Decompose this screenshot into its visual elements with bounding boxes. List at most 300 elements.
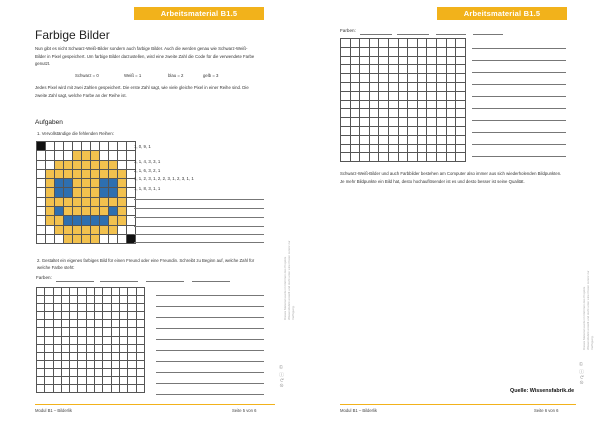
- grid-cell[interactable]: [62, 304, 70, 312]
- answer-line[interactable]: [134, 234, 264, 235]
- pixel-cell[interactable]: [46, 198, 55, 207]
- pixel-cell[interactable]: [37, 207, 46, 216]
- grid-cell[interactable]: [95, 328, 103, 336]
- grid-cell[interactable]: [351, 109, 361, 118]
- grid-cell[interactable]: [54, 320, 62, 328]
- grid-cell[interactable]: [87, 288, 95, 296]
- grid-cell[interactable]: [128, 312, 136, 320]
- grid-cell[interactable]: [87, 361, 95, 369]
- grid-cell[interactable]: [54, 312, 62, 320]
- pixel-cell[interactable]: [109, 235, 118, 244]
- grid-cell[interactable]: [120, 377, 128, 385]
- grid-cell[interactable]: [399, 153, 409, 162]
- pixel-cell[interactable]: [82, 151, 91, 160]
- grid-cell[interactable]: [112, 377, 120, 385]
- grid-cell[interactable]: [379, 39, 389, 48]
- grid-cell[interactable]: [360, 136, 370, 145]
- grid-cell[interactable]: [408, 48, 418, 57]
- notes-line[interactable]: [156, 350, 264, 351]
- grid-cell[interactable]: [351, 127, 361, 136]
- grid-cell[interactable]: [427, 109, 437, 118]
- grid-cell[interactable]: [351, 39, 361, 48]
- pixel-cell[interactable]: [118, 151, 127, 160]
- grid-cell[interactable]: [120, 369, 128, 377]
- pixel-cell[interactable]: [64, 151, 73, 160]
- pixel-cell[interactable]: [82, 207, 91, 216]
- pixel-cell[interactable]: [73, 151, 82, 160]
- grid-cell[interactable]: [408, 101, 418, 110]
- grid-cell[interactable]: [389, 118, 399, 127]
- grid-cell[interactable]: [62, 385, 70, 393]
- grid-cell[interactable]: [351, 83, 361, 92]
- grid-cell[interactable]: [408, 136, 418, 145]
- pixel-cell[interactable]: [64, 207, 73, 216]
- pixel-cell[interactable]: [37, 188, 46, 197]
- answer-line[interactable]: [134, 226, 264, 227]
- notes-line[interactable]: [472, 144, 566, 145]
- pixel-cell[interactable]: [118, 142, 127, 151]
- grid-cell[interactable]: [408, 153, 418, 162]
- grid-cell[interactable]: [437, 65, 447, 74]
- notes-line[interactable]: [472, 84, 566, 85]
- grid-cell[interactable]: [103, 385, 111, 393]
- pixel-cell[interactable]: [46, 161, 55, 170]
- grid-cell[interactable]: [418, 145, 428, 154]
- pixel-cell[interactable]: [118, 235, 127, 244]
- notes-line[interactable]: [156, 339, 264, 340]
- grid-cell[interactable]: [427, 118, 437, 127]
- pixel-cell[interactable]: [91, 198, 100, 207]
- grid-cell[interactable]: [389, 145, 399, 154]
- pixel-cell[interactable]: [55, 179, 64, 188]
- grid-cell[interactable]: [399, 65, 409, 74]
- grid-cell[interactable]: [54, 369, 62, 377]
- pixel-cell[interactable]: [100, 235, 109, 244]
- pixel-cell[interactable]: [55, 226, 64, 235]
- grid-cell[interactable]: [78, 385, 86, 393]
- pixel-cell[interactable]: [46, 188, 55, 197]
- pixel-cell[interactable]: [82, 188, 91, 197]
- pixel-cell[interactable]: [73, 179, 82, 188]
- pixel-cell[interactable]: [91, 188, 100, 197]
- pixel-cell[interactable]: [100, 216, 109, 225]
- grid-cell[interactable]: [62, 312, 70, 320]
- grid-cell[interactable]: [62, 288, 70, 296]
- grid-cell[interactable]: [389, 57, 399, 66]
- grid-cell[interactable]: [128, 320, 136, 328]
- grid-cell[interactable]: [37, 369, 45, 377]
- grid-cell[interactable]: [87, 304, 95, 312]
- pixel-cell[interactable]: [109, 179, 118, 188]
- grid-cell[interactable]: [379, 118, 389, 127]
- grid-cell[interactable]: [418, 39, 428, 48]
- grid-cell[interactable]: [341, 65, 351, 74]
- pixel-cell[interactable]: [55, 188, 64, 197]
- grid-cell[interactable]: [137, 369, 145, 377]
- grid-cell[interactable]: [370, 109, 380, 118]
- grid-cell[interactable]: [389, 92, 399, 101]
- pixel-cell[interactable]: [64, 188, 73, 197]
- grid-cell[interactable]: [78, 312, 86, 320]
- grid-cell[interactable]: [456, 39, 466, 48]
- grid-cell[interactable]: [379, 48, 389, 57]
- grid-cell[interactable]: [128, 377, 136, 385]
- grid-cell[interactable]: [128, 369, 136, 377]
- color-key-line[interactable]: [192, 281, 230, 282]
- notes-line[interactable]: [156, 394, 264, 395]
- grid-cell[interactable]: [351, 153, 361, 162]
- grid-cell[interactable]: [45, 385, 53, 393]
- grid-cell[interactable]: [87, 353, 95, 361]
- pixel-cell[interactable]: [73, 188, 82, 197]
- grid-cell[interactable]: [37, 312, 45, 320]
- grid-cell[interactable]: [103, 353, 111, 361]
- grid-cell[interactable]: [95, 337, 103, 345]
- grid-cell[interactable]: [54, 345, 62, 353]
- grid-cell[interactable]: [447, 127, 457, 136]
- grid-cell[interactable]: [370, 83, 380, 92]
- grid-cell[interactable]: [437, 48, 447, 57]
- grid-cell[interactable]: [87, 328, 95, 336]
- grid-cell[interactable]: [360, 101, 370, 110]
- grid-cell[interactable]: [447, 39, 457, 48]
- grid-cell[interactable]: [360, 118, 370, 127]
- grid-cell[interactable]: [351, 74, 361, 83]
- grid-cell[interactable]: [408, 92, 418, 101]
- grid-cell[interactable]: [70, 377, 78, 385]
- grid-cell[interactable]: [45, 353, 53, 361]
- grid-cell[interactable]: [399, 83, 409, 92]
- pixel-cell[interactable]: [37, 216, 46, 225]
- grid-cell[interactable]: [128, 361, 136, 369]
- grid-cell[interactable]: [456, 145, 466, 154]
- grid-cell[interactable]: [78, 328, 86, 336]
- grid-cell[interactable]: [379, 145, 389, 154]
- pixel-cell[interactable]: [55, 207, 64, 216]
- color-key-line[interactable]: [360, 34, 392, 35]
- grid-cell[interactable]: [379, 92, 389, 101]
- grid-cell[interactable]: [112, 328, 120, 336]
- pixel-cell[interactable]: [73, 216, 82, 225]
- grid-cell[interactable]: [427, 101, 437, 110]
- pixel-cell[interactable]: [109, 188, 118, 197]
- grid-cell[interactable]: [437, 153, 447, 162]
- grid-cell[interactable]: [437, 145, 447, 154]
- grid-cell[interactable]: [360, 127, 370, 136]
- pixel-cell[interactable]: [91, 207, 100, 216]
- pixel-cell[interactable]: [82, 142, 91, 151]
- grid-cell[interactable]: [418, 65, 428, 74]
- grid-cell[interactable]: [37, 337, 45, 345]
- pixel-cell[interactable]: [82, 170, 91, 179]
- grid-cell[interactable]: [128, 353, 136, 361]
- grid-cell[interactable]: [408, 109, 418, 118]
- grid-cell[interactable]: [70, 353, 78, 361]
- grid-cell[interactable]: [370, 145, 380, 154]
- notes-line[interactable]: [472, 60, 566, 61]
- grid-cell[interactable]: [379, 109, 389, 118]
- grid-cell[interactable]: [70, 288, 78, 296]
- grid-cell[interactable]: [62, 296, 70, 304]
- grid-cell[interactable]: [70, 312, 78, 320]
- pixel-cell[interactable]: [73, 161, 82, 170]
- grid-cell[interactable]: [137, 296, 145, 304]
- grid-cell[interactable]: [360, 65, 370, 74]
- grid-cell[interactable]: [45, 337, 53, 345]
- grid-cell[interactable]: [78, 337, 86, 345]
- grid-cell[interactable]: [112, 296, 120, 304]
- grid-cell[interactable]: [437, 101, 447, 110]
- pixel-cell[interactable]: [100, 207, 109, 216]
- notes-line[interactable]: [472, 156, 566, 157]
- answer-line[interactable]: [134, 242, 264, 243]
- grid-cell[interactable]: [45, 304, 53, 312]
- grid-cell[interactable]: [137, 345, 145, 353]
- grid-cell[interactable]: [62, 369, 70, 377]
- grid-cell[interactable]: [120, 385, 128, 393]
- pixel-cell[interactable]: [109, 207, 118, 216]
- grid-cell[interactable]: [62, 353, 70, 361]
- pixel-cell[interactable]: [109, 198, 118, 207]
- grid-cell[interactable]: [70, 328, 78, 336]
- grid-cell[interactable]: [120, 328, 128, 336]
- grid-cell[interactable]: [54, 353, 62, 361]
- pixel-cell[interactable]: [55, 235, 64, 244]
- grid-cell[interactable]: [54, 385, 62, 393]
- grid-cell[interactable]: [95, 353, 103, 361]
- grid-cell[interactable]: [112, 288, 120, 296]
- grid-cell[interactable]: [418, 74, 428, 83]
- grid-cell[interactable]: [70, 369, 78, 377]
- pixel-cell[interactable]: [37, 179, 46, 188]
- grid-cell[interactable]: [87, 369, 95, 377]
- grid-cell[interactable]: [399, 118, 409, 127]
- grid-cell[interactable]: [456, 127, 466, 136]
- pixel-cell[interactable]: [37, 170, 46, 179]
- grid-cell[interactable]: [379, 136, 389, 145]
- pixel-cell[interactable]: [100, 151, 109, 160]
- grid-cell[interactable]: [78, 361, 86, 369]
- grid-cell[interactable]: [112, 337, 120, 345]
- pixel-cell[interactable]: [118, 207, 127, 216]
- pixel-cell[interactable]: [73, 142, 82, 151]
- pixel-cell[interactable]: [118, 198, 127, 207]
- grid-cell[interactable]: [437, 39, 447, 48]
- grid-cell[interactable]: [399, 92, 409, 101]
- grid-cell[interactable]: [427, 65, 437, 74]
- grid-cell[interactable]: [351, 101, 361, 110]
- grid-cell[interactable]: [399, 127, 409, 136]
- pixel-cell[interactable]: [100, 198, 109, 207]
- grid-cell[interactable]: [427, 48, 437, 57]
- grid-cell[interactable]: [418, 48, 428, 57]
- grid-cell[interactable]: [341, 92, 351, 101]
- grid-cell[interactable]: [62, 328, 70, 336]
- grid-cell[interactable]: [370, 74, 380, 83]
- pixel-cell[interactable]: [118, 188, 127, 197]
- grid-cell[interactable]: [341, 127, 351, 136]
- notes-line[interactable]: [156, 317, 264, 318]
- grid-cell[interactable]: [112, 312, 120, 320]
- grid-cell[interactable]: [128, 337, 136, 345]
- grid-cell[interactable]: [389, 65, 399, 74]
- grid-cell[interactable]: [456, 48, 466, 57]
- grid-cell[interactable]: [351, 57, 361, 66]
- grid-cell[interactable]: [447, 65, 457, 74]
- grid-cell[interactable]: [379, 101, 389, 110]
- pixel-cell[interactable]: [46, 207, 55, 216]
- grid-cell[interactable]: [137, 385, 145, 393]
- grid-cell[interactable]: [37, 320, 45, 328]
- grid-cell[interactable]: [37, 296, 45, 304]
- grid-cell[interactable]: [341, 136, 351, 145]
- grid-cell[interactable]: [389, 101, 399, 110]
- grid-cell[interactable]: [379, 65, 389, 74]
- grid-cell[interactable]: [112, 320, 120, 328]
- grid-cell[interactable]: [360, 39, 370, 48]
- grid-cell[interactable]: [341, 83, 351, 92]
- pixel-cell[interactable]: [118, 170, 127, 179]
- grid-cell[interactable]: [456, 109, 466, 118]
- grid-cell[interactable]: [95, 320, 103, 328]
- pixel-cell[interactable]: [91, 179, 100, 188]
- grid-cell[interactable]: [70, 361, 78, 369]
- grid-cell[interactable]: [360, 48, 370, 57]
- grid-cell[interactable]: [418, 127, 428, 136]
- grid-cell[interactable]: [120, 353, 128, 361]
- grid-cell[interactable]: [87, 337, 95, 345]
- grid-cell[interactable]: [95, 361, 103, 369]
- answer-line[interactable]: [134, 199, 264, 200]
- pixel-cell[interactable]: [82, 216, 91, 225]
- pixel-cell[interactable]: [109, 226, 118, 235]
- grid-cell[interactable]: [360, 92, 370, 101]
- pixel-cell[interactable]: [37, 151, 46, 160]
- grid-cell[interactable]: [351, 65, 361, 74]
- grid-cell[interactable]: [70, 337, 78, 345]
- grid-cell[interactable]: [103, 288, 111, 296]
- grid-cell[interactable]: [78, 377, 86, 385]
- drawing-grid-right[interactable]: [340, 38, 466, 162]
- pixel-cell[interactable]: [100, 188, 109, 197]
- grid-cell[interactable]: [456, 65, 466, 74]
- grid-cell[interactable]: [37, 361, 45, 369]
- grid-cell[interactable]: [62, 320, 70, 328]
- grid-cell[interactable]: [418, 136, 428, 145]
- grid-cell[interactable]: [437, 118, 447, 127]
- grid-cell[interactable]: [45, 320, 53, 328]
- grid-cell[interactable]: [70, 296, 78, 304]
- grid-cell[interactable]: [103, 296, 111, 304]
- grid-cell[interactable]: [120, 288, 128, 296]
- grid-cell[interactable]: [447, 153, 457, 162]
- grid-cell[interactable]: [360, 83, 370, 92]
- pixel-cell[interactable]: [55, 170, 64, 179]
- pixel-cell[interactable]: [73, 226, 82, 235]
- grid-cell[interactable]: [399, 136, 409, 145]
- grid-cell[interactable]: [120, 337, 128, 345]
- grid-cell[interactable]: [78, 345, 86, 353]
- grid-cell[interactable]: [95, 385, 103, 393]
- grid-cell[interactable]: [95, 312, 103, 320]
- grid-cell[interactable]: [408, 118, 418, 127]
- grid-cell[interactable]: [379, 57, 389, 66]
- pixel-cell[interactable]: [127, 216, 136, 225]
- grid-cell[interactable]: [54, 361, 62, 369]
- pixel-cell[interactable]: [46, 235, 55, 244]
- grid-cell[interactable]: [437, 83, 447, 92]
- drawing-grid-left[interactable]: [36, 287, 145, 393]
- grid-cell[interactable]: [78, 304, 86, 312]
- pixel-cell[interactable]: [64, 198, 73, 207]
- grid-cell[interactable]: [45, 361, 53, 369]
- grid-cell[interactable]: [399, 48, 409, 57]
- grid-cell[interactable]: [95, 296, 103, 304]
- grid-cell[interactable]: [389, 127, 399, 136]
- grid-cell[interactable]: [360, 145, 370, 154]
- grid-cell[interactable]: [87, 345, 95, 353]
- grid-cell[interactable]: [112, 369, 120, 377]
- grid-cell[interactable]: [341, 39, 351, 48]
- grid-cell[interactable]: [120, 296, 128, 304]
- grid-cell[interactable]: [137, 328, 145, 336]
- grid-cell[interactable]: [418, 101, 428, 110]
- grid-cell[interactable]: [70, 345, 78, 353]
- grid-cell[interactable]: [370, 65, 380, 74]
- grid-cell[interactable]: [351, 92, 361, 101]
- notes-line[interactable]: [156, 295, 264, 296]
- grid-cell[interactable]: [120, 320, 128, 328]
- grid-cell[interactable]: [447, 57, 457, 66]
- pixel-cell[interactable]: [109, 151, 118, 160]
- grid-cell[interactable]: [427, 145, 437, 154]
- grid-cell[interactable]: [137, 320, 145, 328]
- grid-cell[interactable]: [54, 288, 62, 296]
- grid-cell[interactable]: [399, 74, 409, 83]
- grid-cell[interactable]: [62, 337, 70, 345]
- grid-cell[interactable]: [37, 377, 45, 385]
- grid-cell[interactable]: [447, 145, 457, 154]
- grid-cell[interactable]: [103, 345, 111, 353]
- notes-line[interactable]: [472, 120, 566, 121]
- grid-cell[interactable]: [45, 296, 53, 304]
- grid-cell[interactable]: [447, 136, 457, 145]
- grid-cell[interactable]: [351, 118, 361, 127]
- pixel-cell[interactable]: [55, 161, 64, 170]
- grid-cell[interactable]: [351, 136, 361, 145]
- pixel-cell[interactable]: [64, 226, 73, 235]
- pixel-cell[interactable]: [109, 161, 118, 170]
- grid-cell[interactable]: [370, 101, 380, 110]
- grid-cell[interactable]: [456, 153, 466, 162]
- grid-cell[interactable]: [137, 361, 145, 369]
- grid-cell[interactable]: [54, 304, 62, 312]
- grid-cell[interactable]: [112, 385, 120, 393]
- color-key-line[interactable]: [146, 281, 184, 282]
- grid-cell[interactable]: [37, 304, 45, 312]
- grid-cell[interactable]: [103, 304, 111, 312]
- grid-cell[interactable]: [103, 369, 111, 377]
- grid-cell[interactable]: [456, 136, 466, 145]
- pixel-cell[interactable]: [64, 216, 73, 225]
- grid-cell[interactable]: [62, 377, 70, 385]
- grid-cell[interactable]: [54, 337, 62, 345]
- grid-cell[interactable]: [456, 74, 466, 83]
- grid-cell[interactable]: [87, 312, 95, 320]
- grid-cell[interactable]: [128, 385, 136, 393]
- answer-line[interactable]: [134, 217, 264, 218]
- grid-cell[interactable]: [360, 153, 370, 162]
